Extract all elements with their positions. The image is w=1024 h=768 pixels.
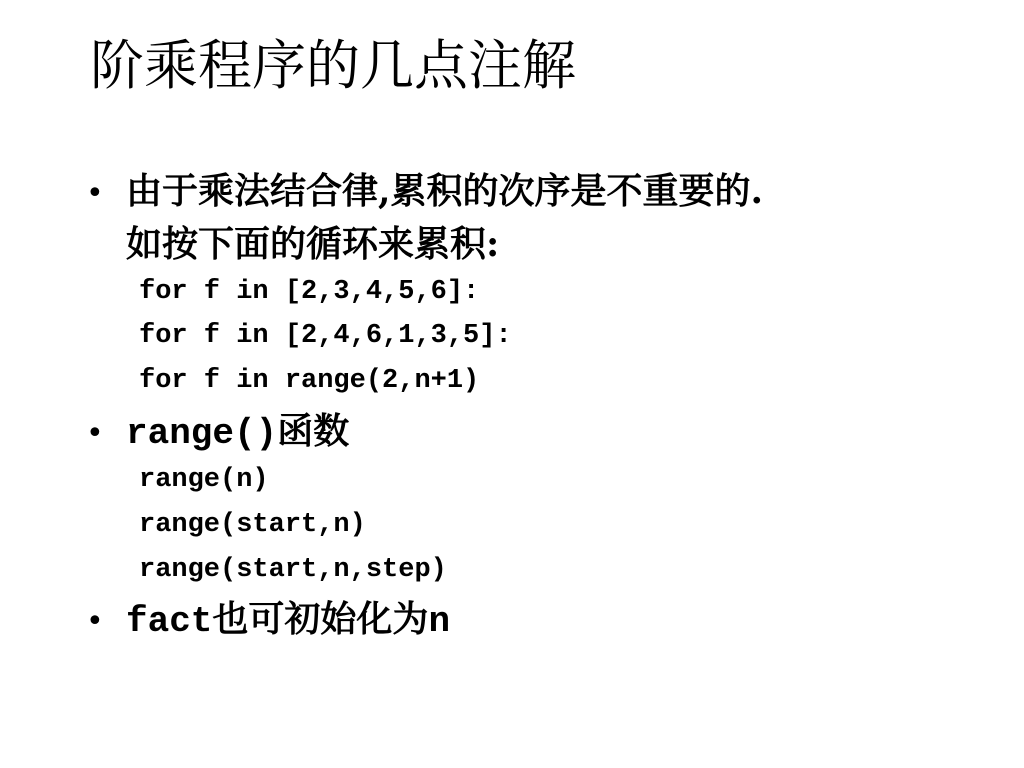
bullet-item-3 <box>86 594 450 647</box>
code-line: range(start,n) <box>139 510 366 540</box>
bullet-code-text-end: n <box>428 601 451 642</box>
slide-title: 阶乘程序的几点注解 <box>90 34 576 97</box>
bullet-code-text: range() <box>126 413 278 454</box>
bullet-marker: • <box>86 604 104 639</box>
bullet-marker: • <box>86 176 104 211</box>
bullet-code-text: fact <box>126 601 213 642</box>
code-line: range(start,n,step) <box>139 555 447 585</box>
bullet-marker: • <box>86 416 104 451</box>
code-line: for f in [2,4,6,1,3,5]: <box>139 321 512 351</box>
code-line: for f in range(2,n+1) <box>139 366 480 396</box>
code-line: range(n) <box>139 465 269 495</box>
bullet-text-line2: 如按下面的循环来累积: <box>126 223 500 265</box>
bullet-text: 函数 <box>277 410 350 452</box>
bullet-text-line1: 由于乘法结合律,累积的次序是不重要的. <box>126 170 764 212</box>
bullet-item-1 <box>86 166 763 269</box>
bullet-item-2 <box>86 406 349 459</box>
code-line: for f in [2,3,4,5,6]: <box>139 277 480 307</box>
bullet-text: 也可初始化为 <box>212 598 429 640</box>
